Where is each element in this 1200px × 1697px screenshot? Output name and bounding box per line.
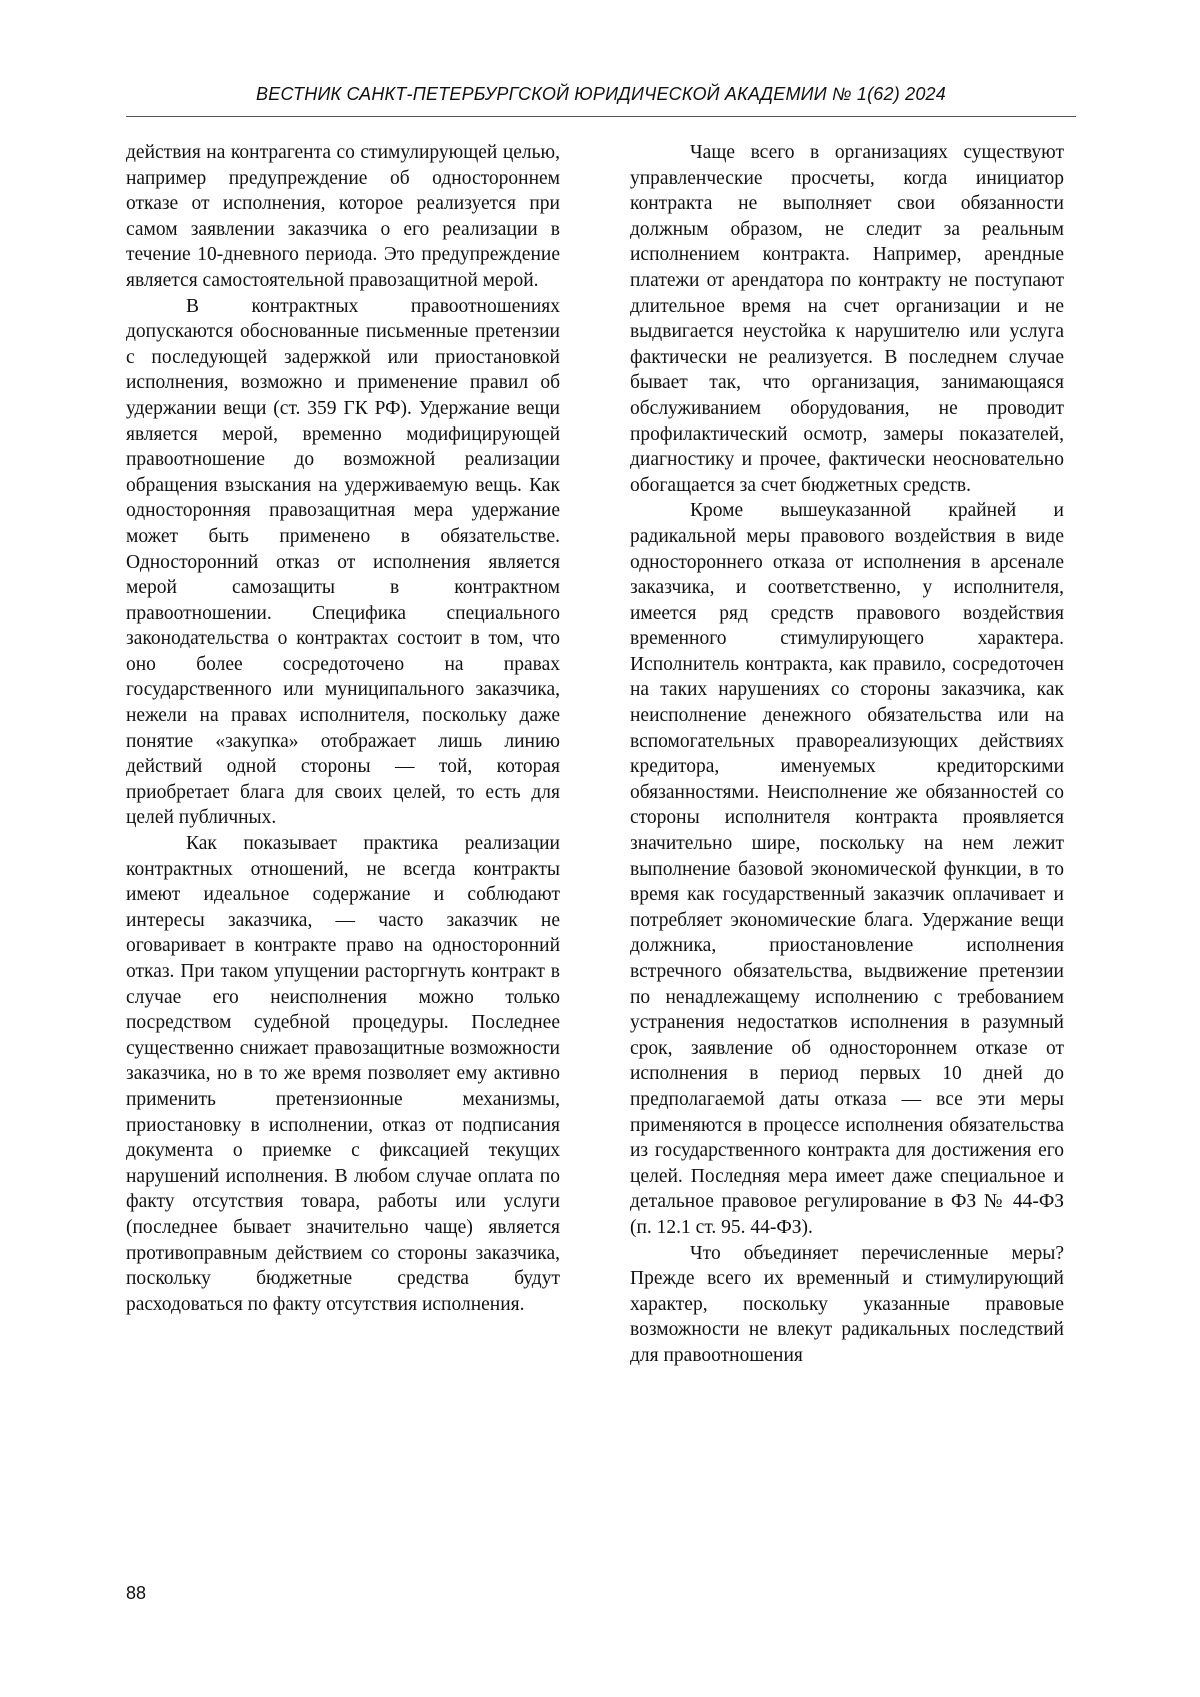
page-number: 88 [126, 1583, 147, 1603]
journal-header: ВЕСТНИК САНКТ-ПЕТЕРБУРГСКОЙ ЮРИДИЧЕСКОЙ АКАДЕМИИ № 1(62) 2024 [256, 84, 946, 104]
paragraph: действия на контрагента со стимулирующей целью, например предупреждение об одностороннем отказе от исполнения, которое реализуется при самом заявлении заказчика о его реализации в течение 10-дневного периода. Это предупреждение является самостоятельной правозащитной мерой. [126, 142, 560, 291]
right-column [630, 140, 1064, 1369]
paragraph: Кроме вышеуказанной крайней и радикальной меры правового воздействия в виде одностороннего отказа от исполнения в арсенале заказчика, и соответственно, у исполнителя, имеется ряд средств правового воздействия временного стимулирующего характера. Исполнитель контракта, как правило, сосредоточен на таких нарушениях со стороны заказчика, как неисполнение денежного обязательства или на вспомогательных правореализующих действиях кредитора, именуемых кредиторскими обязанностями. Неисполнение же обязанностей со стороны исполнителя контракта проявляется значительно шире, поскольку на нем лежит выполнение базовой экономической функции, в то время как государственный заказчик оплачивает и потребляет экономические блага. Удержание вещи должника, приостановление исполнения встречного обязательства, выдвижение претензии по ненадлежащему исполнению с требованием устранения недостатков исполнения в разумный срок, заявление об одностороннем отказе от исполнения в период первых 10 дней до предполагаемой даты отказа — все эти меры применяются в процессе исполнения обязательства из государственного контракта для достижения его целей. Последняя мера имеет даже специальное и детальное правовое регулирование в ФЗ № 44-ФЗ (п. 12.1 ст. 95. 44-ФЗ). [630, 500, 1064, 1238]
paragraph: Что объединяет перечисленные меры? Прежде всего их временный и стимулирующий характер, поскольку указанные правовые возможности не влекут радикальных последствий для правоотношения [630, 1242, 1064, 1366]
paragraph: Чаще всего в организациях существуют управленческие просчеты, когда инициатор контракта не выполняет свои обязанности должным образом, не следит за реальным исполнением контракта. Например, арендные платежи от арендатора по контракту не поступают длительное время на счет организации и не выдвигается неустойка к нарушителю или услуга фактически не реализуется. В последнем случае бывает так, что организация, занимающаяся обслуживанием оборудования, не проводит профилактический осмотр, замеры показателей, диагностику и прочее, фактически неосновательно обогащается за счет бюджетных средств. [630, 142, 1064, 496]
paragraph: Как показывает практика реализации контрактных отношений, не всегда контракты имеют идеальное содержание и соблюдают интересы заказчика, — часто заказчик не оговаривает в контракте право на односторонний отказ. При таком упущении расторгнуть контракт в случае его неисполнения можно только посредством судебной процедуры. Последнее существенно снижает правозащитные возможности заказчика, но в то же время позволяет ему активно применить претензионные механизмы, приостановку в исполнении, отказ от подписания документа о приемке с фиксацией текущих нарушений исполнения. В любом случае оплата по факту отсутствия товара, работы или услуги (последнее бывает значительно чаще) является противоправным действием со стороны заказчика, поскольку бюджетные средства будут расходоваться по факту отсутствия исполнения. [126, 833, 560, 1315]
paragraph: В контрактных правоотношениях допускаются обоснованные письменные претензии с последующей задержкой или приостановкой исполнения, возможно и применение правил об удержании вещи (ст. 359 ГК РФ). Удержание вещи является мерой, временно модифицирующей правоотношение до возможной реализации обращения взыскания на удерживаемую вещь. Как односторонняя правозащитная мера удержание может быть применено в обязательстве. Односторонний отказ от исполнения является мерой самозащиты в контрактном правоотношении. Специфика специального законодательства о контрактах состоит в том, что оно более сосредоточено на правах государственного или муниципального заказчика, нежели на правах исполнителя, поскольку даже понятие «закупка» отображает лишь линию действий одной стороны — той, которая приобретает блага для своих целей, то есть для целей публичных. [126, 295, 560, 829]
left-column [126, 140, 560, 1317]
header-rule [126, 116, 1076, 117]
